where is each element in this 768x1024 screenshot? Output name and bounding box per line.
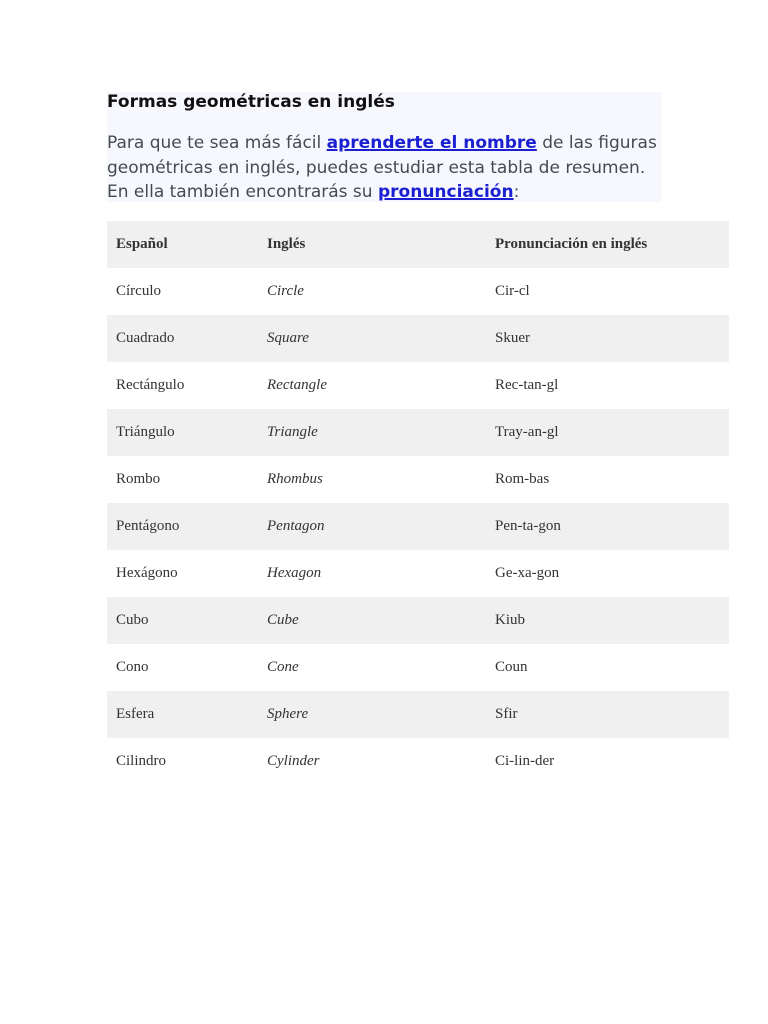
cell-ingles: Sphere bbox=[258, 691, 486, 738]
cell-espanol: Cilindro bbox=[116, 753, 167, 769]
shapes-table bbox=[107, 221, 729, 785]
cell-ingles: Square bbox=[258, 315, 486, 362]
cell-ingles: Rectangle bbox=[267, 377, 327, 393]
table-row bbox=[107, 691, 729, 738]
table-row bbox=[107, 268, 729, 315]
cell-pronunciacion: Ci-lin-der bbox=[495, 753, 555, 769]
table-row bbox=[107, 362, 729, 409]
column-header-ingles: Inglés bbox=[258, 221, 486, 268]
table-row bbox=[107, 597, 729, 644]
intro-text: : bbox=[513, 182, 520, 202]
cell-pronunciacion: Ge-xa-gon bbox=[495, 565, 560, 581]
cell-espanol: Cono bbox=[116, 659, 149, 675]
cell-ingles: Pentagon bbox=[258, 503, 486, 550]
cell-pronunciacion: Skuer bbox=[486, 315, 729, 362]
cell-pronunciacion: Cir-cl bbox=[495, 283, 530, 299]
cell-espanol: Círculo bbox=[116, 283, 161, 299]
cell-pronunciacion: Coun bbox=[495, 659, 528, 675]
cell-pronunciacion: Kiub bbox=[486, 597, 729, 644]
intro-paragraph bbox=[107, 131, 667, 205]
link-pronunciacion[interactable]: pronunciación bbox=[377, 182, 514, 202]
cell-ingles: Circle bbox=[267, 283, 304, 299]
cell-pronunciacion: Rom-bas bbox=[495, 471, 550, 487]
cell-espanol: Hexágono bbox=[116, 565, 178, 581]
cell-espanol: Triángulo bbox=[107, 409, 258, 456]
cell-ingles: Cylinder bbox=[267, 753, 320, 769]
table-row bbox=[107, 456, 729, 503]
table-header-row bbox=[107, 221, 729, 268]
cell-espanol: Rombo bbox=[116, 471, 161, 487]
cell-ingles: Hexagon bbox=[267, 565, 322, 581]
cell-pronunciacion: Tray-an-gl bbox=[486, 409, 729, 456]
cell-pronunciacion: Rec-tan-gl bbox=[495, 377, 559, 393]
intro-text: Para que te sea más fácil bbox=[107, 133, 327, 153]
column-header-espanol: Español bbox=[107, 221, 258, 268]
table-row bbox=[107, 409, 729, 456]
column-header-pronunciacion: Pronunciación en inglés bbox=[486, 221, 729, 268]
cell-pronunciacion: Sfir bbox=[486, 691, 729, 738]
table-row bbox=[107, 550, 729, 597]
table-row bbox=[107, 644, 729, 691]
cell-pronunciacion: Pen-ta-gon bbox=[486, 503, 729, 550]
cell-ingles: Cube bbox=[258, 597, 486, 644]
intro-text: de las figuras geométricas en inglés, puedes estudiar esta tabla de resumen. En ella también encontrarás su bbox=[107, 133, 657, 202]
cell-espanol: Esfera bbox=[107, 691, 258, 738]
cell-espanol: Cubo bbox=[107, 597, 258, 644]
cell-ingles: Rhombus bbox=[267, 471, 323, 487]
cell-ingles: Cone bbox=[267, 659, 299, 675]
cell-espanol: Rectángulo bbox=[116, 377, 185, 393]
cell-espanol: Cuadrado bbox=[107, 315, 258, 362]
article-heading: Formas geométricas en inglés bbox=[107, 92, 395, 112]
table-row bbox=[107, 315, 729, 362]
cell-ingles: Triangle bbox=[258, 409, 486, 456]
link-aprenderte-el-nombre[interactable]: aprenderte el nombre bbox=[326, 133, 537, 153]
table-row bbox=[107, 738, 729, 785]
table-row bbox=[107, 503, 729, 550]
cell-espanol: Pentágono bbox=[107, 503, 258, 550]
